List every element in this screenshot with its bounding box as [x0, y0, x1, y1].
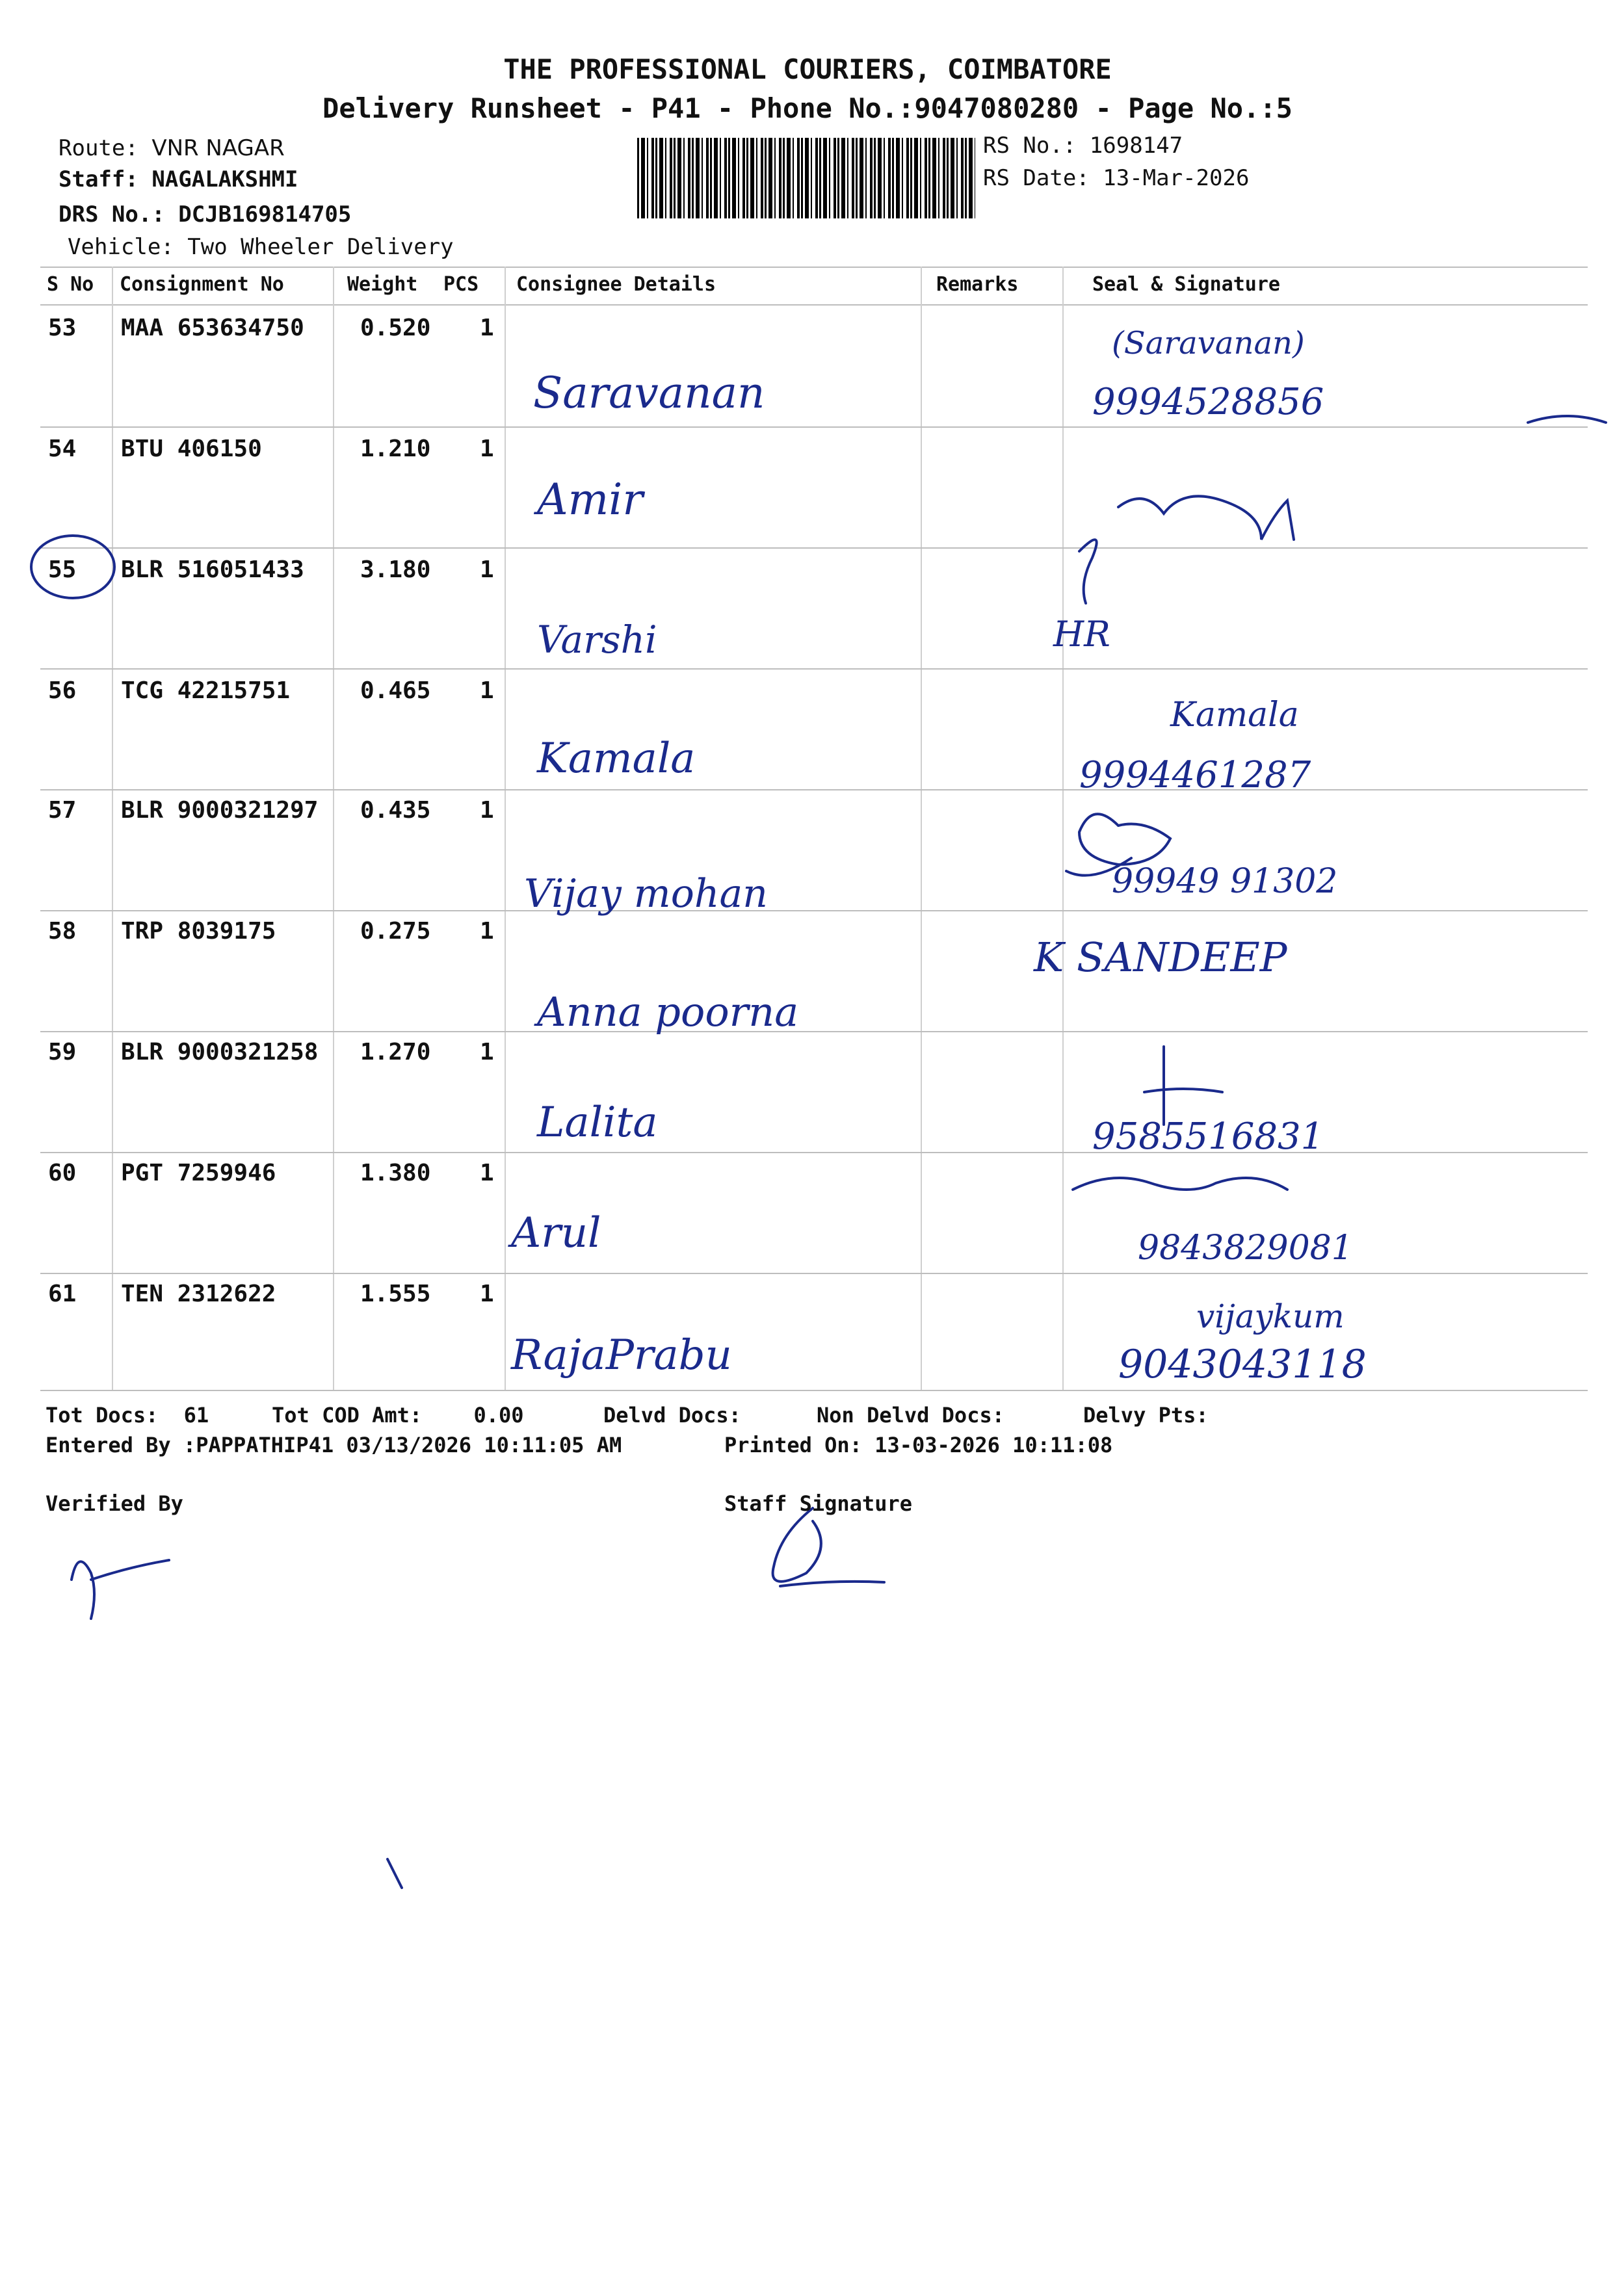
row-pcs: 1	[480, 315, 494, 341]
handwritten-seal: 9994461287	[1079, 754, 1311, 796]
company-title: THE PROFESSIONAL COURIERS, COIMBATORE	[503, 53, 1112, 85]
row-sno: 56	[48, 677, 77, 704]
route-label: Route:	[59, 135, 138, 161]
handwritten-consignee: RajaPrabu	[511, 1331, 732, 1379]
col-header-consignment: Consignment No	[120, 273, 284, 296]
rs-no-value: 1698147	[1089, 133, 1183, 159]
circle-mark	[31, 536, 114, 598]
handwritten-consignee: Amir	[537, 475, 643, 525]
entered-by: Entered By :PAPPATHIP41 03/13/2026 10:11:05 AM	[46, 1433, 622, 1457]
row-consignment: BLR 9000321297	[121, 797, 319, 824]
staff-value: NAGALAKSHMI	[151, 166, 298, 192]
handwritten-consignee: Arul	[511, 1209, 601, 1257]
drs-label: DRS No.:	[59, 202, 165, 228]
runsheet-subtitle: Delivery Runsheet - P41 - Phone No.:9047080280 - Page No.:5	[322, 92, 1293, 124]
row-consignment: TCG 42215751	[121, 677, 291, 704]
row-weight: 0.520	[360, 315, 431, 341]
non-delvd-docs-label: Non Delvd Docs:	[817, 1403, 1004, 1428]
tot-cod	[272, 1403, 524, 1428]
row-consignment: PGT 7259946	[121, 1160, 276, 1186]
handwritten-seal: vijaykum	[1196, 1298, 1345, 1335]
tot-docs-label: Tot Docs:	[46, 1403, 159, 1428]
handwritten-seal: (Saravanan)	[1112, 325, 1305, 361]
row-weight: 3.180	[360, 556, 431, 583]
signature-scribble	[1079, 496, 1294, 603]
handwritten-consignee: Anna poorna	[537, 988, 799, 1036]
row-pcs: 1	[480, 556, 494, 583]
handwritten-consignee: Vijay mohan	[524, 871, 768, 917]
tot-docs	[46, 1403, 209, 1428]
row-sno: 57	[48, 797, 77, 824]
row-pcs: 1	[480, 797, 494, 824]
staff-signature-label: Staff Signature	[724, 1491, 912, 1516]
tot-cod-value: 0.00	[473, 1403, 524, 1428]
signature-scribble	[1073, 1178, 1287, 1190]
signature-scribble	[1066, 814, 1170, 875]
row-sno: 59	[48, 1039, 77, 1065]
delvd-docs-label: Delvd Docs:	[603, 1403, 741, 1428]
row-pcs: 1	[480, 918, 494, 945]
handwritten-consignee: Varshi	[537, 618, 657, 662]
rs-date-value: 13-Mar-2026	[1103, 165, 1250, 191]
row-consignment: TEN 2312622	[121, 1281, 276, 1307]
row-sno: 60	[48, 1160, 77, 1186]
row-pcs: 1	[480, 436, 494, 462]
row-sno: 61	[48, 1281, 77, 1307]
route-value: VNR NAGAR	[151, 135, 285, 161]
row-weight: 0.465	[360, 677, 431, 704]
row-consignment: BLR 9000321258	[121, 1039, 319, 1065]
tot-docs-value: 61	[183, 1403, 209, 1428]
rs-no-label: RS No.:	[983, 133, 1077, 159]
row-consignment: BTU 406150	[121, 436, 262, 462]
verified-signature	[72, 1560, 169, 1619]
handwritten-seal: HR	[1053, 614, 1110, 655]
vehicle-value: Two Wheeler Delivery	[187, 234, 454, 260]
handwritten-consignee: Kamala	[537, 735, 696, 783]
drs-value: DCJB169814705	[178, 202, 352, 228]
row-consignment: MAA 653634750	[121, 315, 304, 341]
row-pcs: 1	[480, 1281, 494, 1307]
rs-date-label: RS Date:	[983, 165, 1090, 191]
tot-cod-label: Tot COD Amt:	[272, 1403, 423, 1428]
row-weight: 1.380	[360, 1160, 431, 1186]
col-header-seal: Seal & Signature	[1092, 273, 1280, 296]
row-weight: 1.210	[360, 436, 431, 462]
handwritten-seal: 99949 91302	[1112, 862, 1338, 901]
col-header-weight: Weight	[347, 273, 418, 296]
verified-by-label: Verified By	[46, 1491, 183, 1516]
handwritten-seal: K SANDEEP	[1034, 933, 1287, 981]
row-weight: 1.270	[360, 1039, 431, 1065]
vehicle-label: Vehicle:	[68, 234, 174, 260]
handwritten-consignee: Saravanan	[533, 368, 765, 418]
row-weight: 0.435	[360, 797, 431, 824]
row-consignment: TRP 8039175	[121, 918, 276, 945]
row-sno: 53	[48, 315, 77, 341]
handwritten-seal: Kamala	[1170, 696, 1299, 735]
row-pcs: 1	[480, 677, 494, 704]
col-header-remarks: Remarks	[936, 273, 1019, 296]
printed-on: Printed On: 13-03-2026 10:11:08	[724, 1433, 1113, 1457]
row-pcs: 1	[480, 1160, 494, 1186]
col-header-pcs: PCS	[443, 273, 479, 296]
stray-mark	[387, 1859, 402, 1888]
handwritten-seal: 9585516831	[1092, 1115, 1324, 1158]
row-sno: 58	[48, 918, 77, 945]
handwritten-seal: 9994528856	[1092, 381, 1324, 423]
row-consignment: BLR 516051433	[121, 556, 304, 583]
signature-scribble	[1528, 416, 1606, 423]
signature-scribble	[1144, 1047, 1222, 1125]
row-sno: 55	[48, 556, 77, 583]
handwritten-consignee: Lalita	[537, 1099, 658, 1147]
row-weight: 0.275	[360, 918, 431, 945]
row-sno: 54	[48, 436, 77, 462]
handwritten-seal: 9843829081	[1138, 1229, 1353, 1268]
staff-signature-scribble	[773, 1508, 884, 1586]
handwritten-seal: 9043043118	[1118, 1342, 1367, 1387]
row-weight: 1.555	[360, 1281, 431, 1307]
delvy-pts-label: Delvy Pts:	[1083, 1403, 1209, 1428]
row-pcs: 1	[480, 1039, 494, 1065]
col-header-consignee: Consignee Details	[516, 273, 716, 296]
staff-label: Staff:	[59, 166, 138, 192]
col-header-sno: S No	[47, 273, 94, 296]
